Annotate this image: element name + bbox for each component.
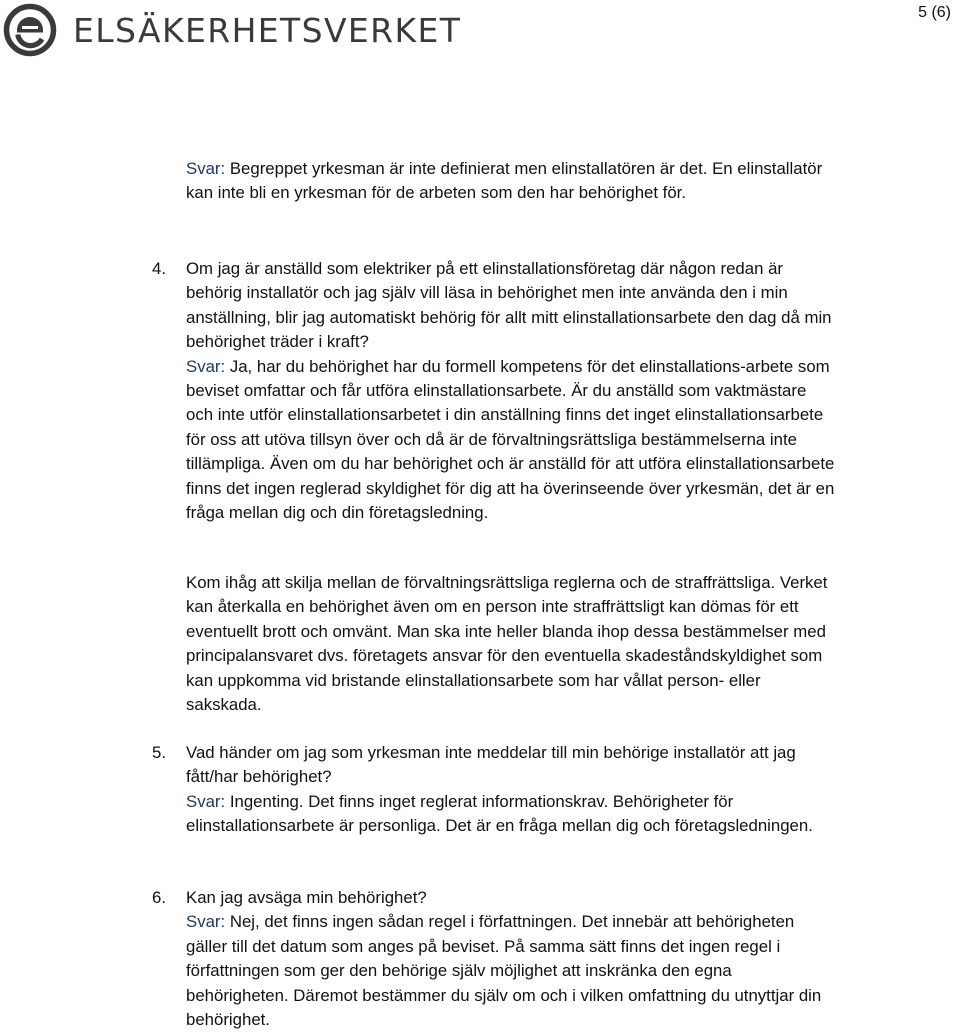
page-number: 5 (6) (918, 4, 951, 21)
question-4 (186, 257, 836, 525)
answer-text: Nej, det finns ingen sådan regel i författningen. Det innebär att behörigheten gäller till det datum som anges på beviset. På samma sätt finns det ingen regel i författningen som ger den behörige själv möjlighet att inskränka den egna behörigheten. Däremot bestämmer du själv om och i vilken omfattning du utnyttjar din behörighet. (186, 912, 822, 1030)
logo-wordmark: ELSÄKERHETSVERKET (73, 10, 462, 50)
answer-text: Ingenting. Det finns inget reglerat informationskrav. Behörigheter för elinstallationsarbete är personliga. Det är en fråga mellan dig och företagsledningen. (186, 791, 813, 836)
previous-answer (186, 157, 836, 206)
svar-label: Svar: (186, 159, 226, 178)
answer-text: Ja, har du behörighet har du formell kompetens för det elinstallations-arbete som beviset omfattar och får utföra elinstallationsarbete. Är du anställd som vaktmästare och inte utför elinstallationsarbetet i din anställning finns det inget elinstallationsarbete för oss att utöva tillsyn över och då är de förvaltningsrättsliga bestämmelserna inte tillämpliga. Även om du har behörighet och är anställd för att utföra elinstallationsarbete finns det ingen reglerad skyldighet för dig att ha överinseende över yrkesmän, det är en fråga mellan dig och din företagsledning. (186, 356, 835, 523)
question-text: Vad händer om jag som yrkesman inte meddelar till min behörige installatör att jag fått/har behörighet? (186, 743, 796, 787)
question-number: 4. (152, 259, 166, 278)
answer-text: Begreppet yrkesman är inte definierat men elinstallatören är det. En elinstallatör kan inte bli en yrkesman för de arbeten som den har behörighet för. (186, 159, 823, 203)
svar-label: Svar: (186, 356, 226, 376)
question-number: 6. (152, 888, 166, 907)
note-paragraph: Kom ihåg att skilja mellan de förvaltningsrättsliga reglerna och de straffrättsliga. Verket kan återkalla en behörighet även om en person inte straffrättsligt kan dömas för ett eventuellt brott och omvänt. Man ska inte heller blanda ihop dessa bestämmelser med principalansvaret dvs. företagets ansvar för den eventuella skadeståndskyldighet som kan uppkomma vid bristande elinstallationsarbete som har vållat person- eller sakskada. (186, 573, 828, 715)
svar-label: Svar: (186, 791, 226, 811)
question-5 (186, 741, 836, 839)
svar-label: Svar: (186, 912, 226, 932)
question-text: Kan jag avsäga min behörighet? (186, 888, 427, 907)
question-6 (186, 886, 836, 1032)
elsakerhetsverket-logo-icon (3, 3, 57, 57)
agency-logo (3, 3, 461, 57)
question-text: Om jag är anställd som elektriker på ett elinstallationsföretag där någon redan är behörig installatör och jag själv vill läsa in behörighet men inte använda den i min anställning, blir jag automatiskt behörig för allt mitt elinstallationsarbete den dag då min behörighet träder i kraft? (186, 259, 832, 352)
question-number: 5. (152, 743, 166, 762)
page-header (0, 0, 960, 60)
